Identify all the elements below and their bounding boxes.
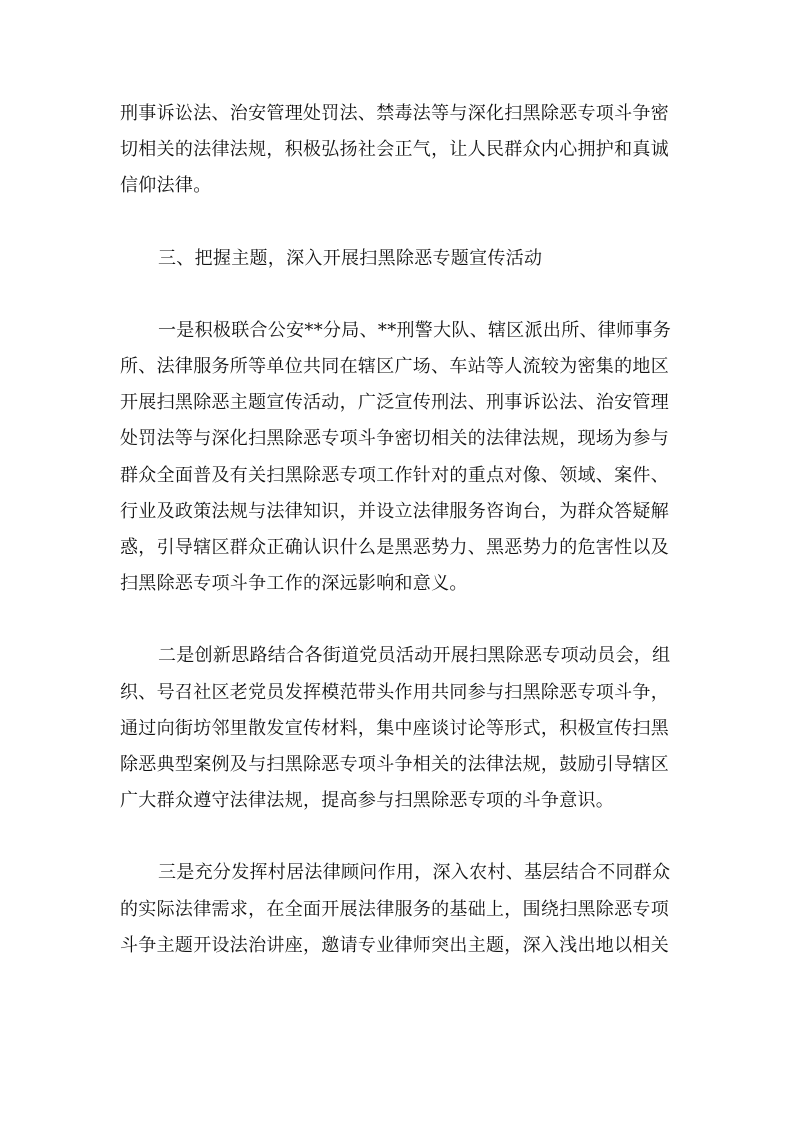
text-line: 二是创新思路结合各街道党员活动开展扫黑除恶专项动员会，组	[158, 645, 671, 667]
text-line: 所、法律服务所等单位共同在辖区广场、车站等人流较为密集的地区	[120, 356, 669, 378]
text-line: 广大群众遵守法律法规，提高参与扫黑除恶专项的斗争意识。	[120, 790, 615, 812]
text-line: 惑，引导辖区群众正确认识什么是黑恶势力、黑恶势力的危害性以及	[120, 537, 669, 559]
paragraph-gap	[120, 205, 680, 241]
text-line: 一是积极联合公安**分局、**刑警大队、辖区派出所、律师事务	[158, 319, 671, 341]
paragraph-gap	[120, 819, 680, 855]
text-line: 刑事诉讼法、治安管理处罚法、禁毒法等与深化扫黑除恶专项斗争密	[120, 103, 669, 124]
text-line: 切相关的法律法规，积极弘扬社会正气，让人民群众内心拥护和真诚	[120, 139, 669, 161]
text-line: 行业及政策法规与法律知识，并设立法律服务咨询台，为群众答疑解	[120, 500, 669, 522]
text-line: 信仰法律。	[120, 175, 212, 197]
text-line: 开展扫黑除恶主题宣传活动，广泛宣传刑法、刑事诉讼法、治安管理	[120, 392, 669, 414]
text-line: 群众全面普及有关扫黑除恶专项工作针对的重点对像、领域、案件、	[120, 464, 669, 486]
section-heading	[120, 241, 680, 277]
text-line: 的实际法律需求，在全面开展法律服务的基础上，围绕扫黑除恶专项	[120, 898, 669, 920]
text-line: 斗争主题开设法治讲座，邀请专业律师突出主题，深入浅出地以相关	[120, 934, 669, 956]
text-line: 通过向街坊邻里散发宣传材料，集中座谈讨论等形式，积极宣传扫黑	[120, 717, 669, 739]
paragraph-third-measure	[120, 855, 680, 964]
paragraph-second-measure	[120, 638, 680, 819]
paragraph-continuation	[120, 96, 680, 205]
text-line: 处罚法等与深化扫黑除恶专项斗争密切相关的法律法规，现场为参与	[120, 428, 669, 450]
text-line: 织、号召社区老党员发挥模范带头作用共同参与扫黑除恶专项斗争，	[120, 681, 669, 703]
heading-text: 三、把握主题，深入开展扫黑除恶专题宣传活动	[158, 247, 543, 269]
paragraph-first-measure	[120, 313, 680, 603]
text-line: 扫黑除恶专项斗争工作的深远影响和意义。	[120, 573, 468, 595]
text-line: 除恶典型案例及与扫黑除恶专项斗争相关的法律法规，鼓励引导辖区	[120, 754, 669, 776]
document-body	[120, 96, 680, 964]
text-line: 三是充分发挥村居法律顾问作用，深入农村、基层结合不同群众	[158, 862, 671, 884]
paragraph-gap	[120, 277, 680, 313]
paragraph-gap	[120, 602, 680, 638]
